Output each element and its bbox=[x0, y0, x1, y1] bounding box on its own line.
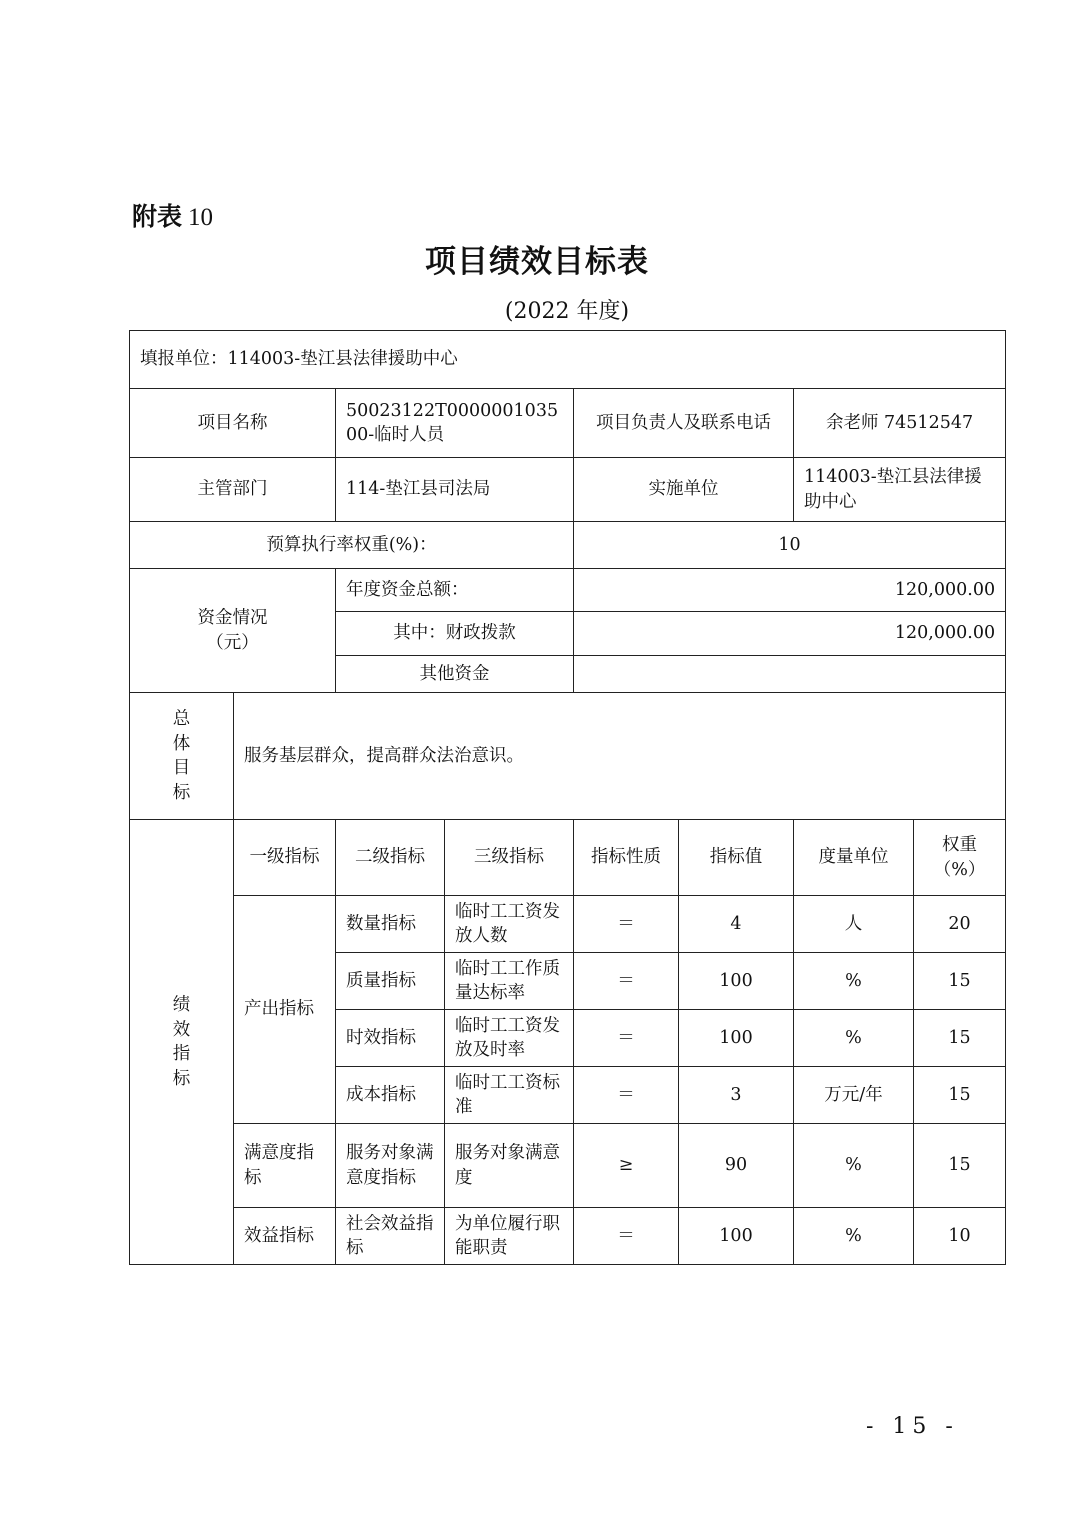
value-cell: 100 bbox=[679, 1208, 794, 1265]
table-row bbox=[130, 1124, 1006, 1208]
level3-cell: 服务对象满意度 bbox=[445, 1124, 574, 1208]
nature-cell: ＝ bbox=[574, 1208, 679, 1265]
weight-cell: 15 bbox=[914, 953, 1006, 1010]
header-weight: 权重（%） bbox=[914, 820, 1006, 896]
funds-label-line2: （元） bbox=[206, 632, 259, 653]
nature-cell: ≥ bbox=[574, 1124, 679, 1208]
department-label: 主管部门 bbox=[130, 458, 336, 522]
level2-cell: 成本指标 bbox=[336, 1067, 445, 1124]
level2-cell: 社会效益指标 bbox=[336, 1208, 445, 1265]
level3-cell: 临时工工资标准 bbox=[445, 1067, 574, 1124]
value-cell: 100 bbox=[679, 953, 794, 1010]
unit-cell: % bbox=[794, 1208, 914, 1265]
perf-char: 指 bbox=[172, 1044, 191, 1064]
goal-char: 总 bbox=[172, 709, 191, 729]
weight-cell: 10 bbox=[914, 1208, 1006, 1265]
goal-char: 目 bbox=[172, 758, 191, 778]
other-funds-label: 其他资金 bbox=[336, 656, 574, 693]
budget-weight-label: 预算执行率权重(%)： bbox=[130, 522, 574, 569]
implementing-unit-label: 实施单位 bbox=[574, 458, 794, 522]
funds-label bbox=[130, 569, 336, 693]
level2-cell: 时效指标 bbox=[336, 1010, 445, 1067]
unit-cell: 万元/年 bbox=[794, 1067, 914, 1124]
weight-cell: 15 bbox=[914, 1010, 1006, 1067]
level1-output: 产出指标 bbox=[234, 896, 336, 1124]
fiscal-allocation-value: 120,000.00 bbox=[574, 612, 1006, 656]
appendix-label bbox=[132, 197, 213, 233]
level1-benefit: 效益指标 bbox=[234, 1208, 336, 1265]
value-cell: 100 bbox=[679, 1010, 794, 1067]
contact-value: 余老师 74512547 bbox=[794, 389, 1006, 458]
overall-goal-label bbox=[130, 693, 234, 820]
level3-cell: 临时工工资发放人数 bbox=[445, 896, 574, 953]
page-subtitle-year: (2022 年度) bbox=[504, 299, 630, 324]
table-row bbox=[130, 896, 1006, 953]
goal-char: 体 bbox=[172, 733, 191, 754]
perf-char: 绩 bbox=[172, 995, 191, 1015]
unit-cell: % bbox=[794, 1010, 914, 1067]
level3-cell: 为单位履行职能职责 bbox=[445, 1208, 574, 1265]
level2-cell: 质量指标 bbox=[336, 953, 445, 1010]
weight-cell: 20 bbox=[914, 896, 1006, 953]
implementing-unit-value: 114003-垫江县法律援助中心 bbox=[794, 458, 1006, 522]
page-title: 项目绩效目标表 bbox=[425, 244, 649, 280]
page-number: - 15 - bbox=[866, 1414, 959, 1439]
unit-cell: 人 bbox=[794, 896, 914, 953]
performance-table bbox=[129, 330, 1006, 1265]
header-level2: 二级指标 bbox=[336, 820, 445, 896]
header-level3: 三级指标 bbox=[445, 820, 574, 896]
nature-cell: ＝ bbox=[574, 953, 679, 1010]
annual-total-value: 120,000.00 bbox=[574, 569, 1006, 612]
header-value: 指标值 bbox=[679, 820, 794, 896]
department-value: 114-垫江县司法局 bbox=[336, 458, 574, 522]
header-nature: 指标性质 bbox=[574, 820, 679, 896]
nature-cell: ＝ bbox=[574, 1010, 679, 1067]
contact-label: 项目负责人及联系电话 bbox=[574, 389, 794, 458]
level1-satisfaction: 满意度指标 bbox=[234, 1124, 336, 1208]
nature-cell: ＝ bbox=[574, 896, 679, 953]
header-level1: 一级指标 bbox=[234, 820, 336, 896]
value-cell: 4 bbox=[679, 896, 794, 953]
value-cell: 3 bbox=[679, 1067, 794, 1124]
weight-cell: 15 bbox=[914, 1124, 1006, 1208]
nature-cell: ＝ bbox=[574, 1067, 679, 1124]
goal-char: 标 bbox=[172, 782, 191, 803]
reporting-unit: 填报单位：114003-垫江县法律援助中心 bbox=[130, 331, 1006, 389]
funds-label-line1: 资金情况 bbox=[197, 608, 268, 628]
overall-goal-text: 服务基层群众，提高群众法治意识。 bbox=[234, 693, 1006, 820]
appendix-label-text: 附表 bbox=[132, 202, 183, 231]
unit-cell: % bbox=[794, 1124, 914, 1208]
project-name-label: 项目名称 bbox=[130, 389, 336, 458]
level2-cell: 服务对象满意度指标 bbox=[336, 1124, 445, 1208]
other-funds-value bbox=[574, 656, 1006, 693]
appendix-number: 10 bbox=[188, 204, 214, 231]
perf-char: 效 bbox=[172, 1019, 191, 1040]
performance-indicators-label bbox=[130, 820, 234, 1265]
unit-cell: % bbox=[794, 953, 914, 1010]
level3-cell: 临时工工资发放及时率 bbox=[445, 1010, 574, 1067]
weight-cell: 15 bbox=[914, 1067, 1006, 1124]
value-cell: 90 bbox=[679, 1124, 794, 1208]
level3-cell: 临时工工作质量达标率 bbox=[445, 953, 574, 1010]
annual-total-label: 年度资金总额： bbox=[336, 569, 574, 612]
perf-char: 标 bbox=[172, 1068, 191, 1089]
fiscal-allocation-label: 其中：财政拨款 bbox=[336, 612, 574, 656]
budget-weight-value: 10 bbox=[574, 522, 1006, 569]
project-name-value: 50023122T000000103500-临时人员 bbox=[336, 389, 574, 458]
table-row bbox=[130, 1208, 1006, 1265]
header-unit: 度量单位 bbox=[794, 820, 914, 896]
level2-cell: 数量指标 bbox=[336, 896, 445, 953]
